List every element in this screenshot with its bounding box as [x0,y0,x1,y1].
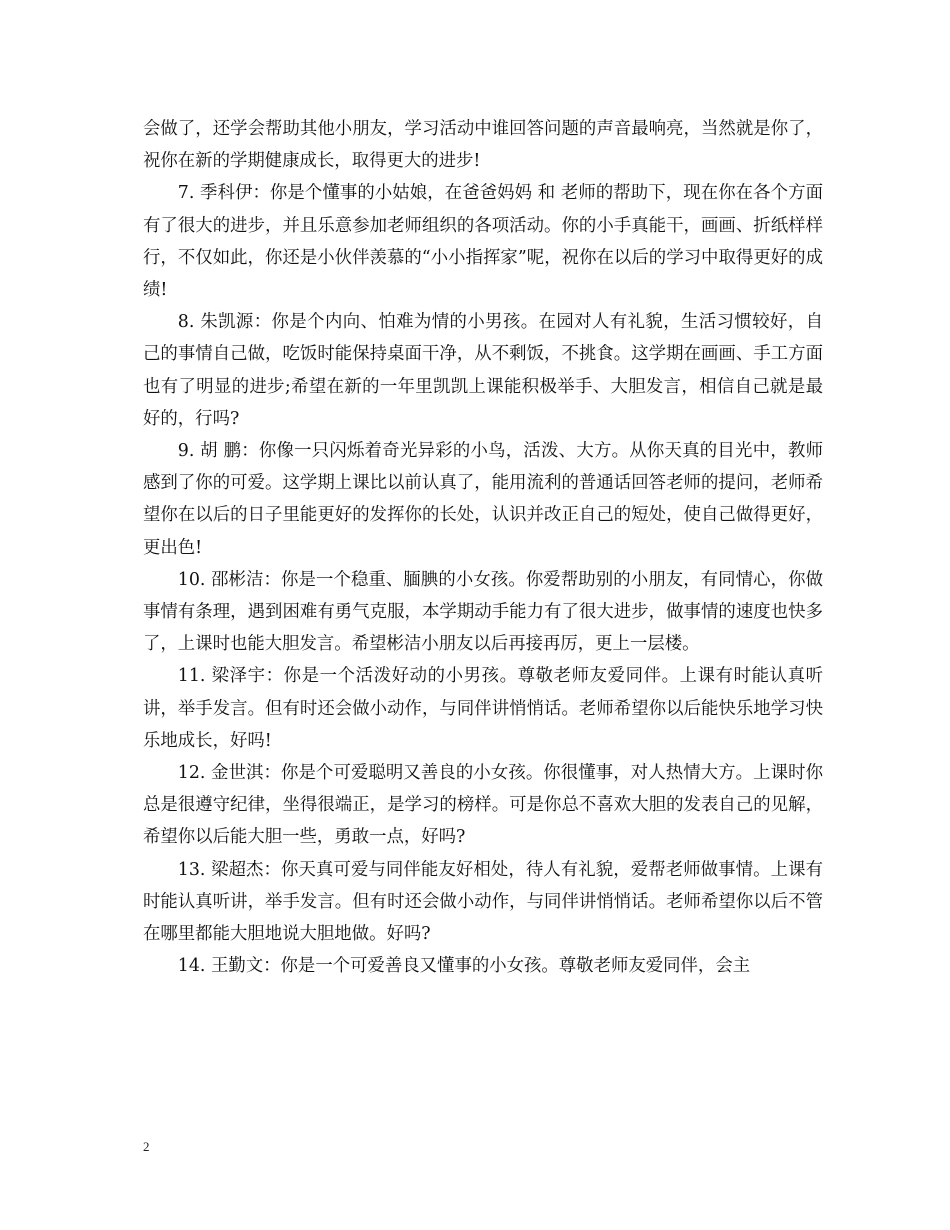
paragraph-continuation: 会做了，还学会帮助其他小朋友，学习活动中谁回答问题的声音最响亮，当然就是你了，祝你在新的学期健康成长，取得更大的进步! [143,119,823,172]
paragraph-comment-13: 13. 梁超杰：你天真可爱与同伴能友好相处，待人有礼貌，爱帮老师做事情。上课有时能认真听讲，举手发言。但有时还会做小动作，与同伴讲悄悄话。老师希望你以后不管在哪里都能大胆地说大胆地做。好吗? [143,859,823,945]
paragraph-comment-9: 9. 胡 鹏：你像一只闪烁着奇光异彩的小鸟，活泼、大方。从你天真的目光中，教师感到了你的可爱。这学期上课比以前认真了，能用流利的普通话回答老师的提问，老师希望你在以后的日子里能更好的发挥你的长处，认识并改正自己的短处，使自己做得更好，更出色! [143,441,823,558]
paragraph-comment-14: 14. 王勤文：你是一个可爱善良又懂事的小女孩。尊敬老师友爱同伴，会主 [177,956,751,977]
paragraph-comment-10: 10. 邵彬洁：你是一个稳重、腼腆的小女孩。你爱帮助别的小朋友，有同情心，你做事情有条理，遇到困难有勇气克服，本学期动手能力有了很大进步，做事情的速度也快多了，上课时也能大胆发言。希望彬洁小朋友以后再接再厉，更上一层楼。 [143,569,823,655]
paragraph-comment-11: 11. 梁泽宇：你是一个活泼好动的小男孩。尊敬老师友爱同伴。上课有时能认真听讲，举手发言。但有时还会做小动作，与同伴讲悄悄话。老师希望你以后能快乐地学习快乐地成长，好吗! [143,666,823,751]
paragraph-comment-12: 12. 金世淇：你是个可爱聪明又善良的小女孩。你很懂事，对人热情大方。上课时你总是很遵守纪律，坐得很端正，是学习的榜样。可是你总不喜欢大胆的发表自己的见解，希望你以后能大胆一些，勇敢一点，好吗? [143,763,823,848]
paragraph-comment-7: 7. 季科伊：你是个懂事的小姑娘，在爸爸妈妈 和 老师的帮助下，现在你在各个方面有了很大的进步，并且乐意参加老师组织的各项活动。你的小手真能干，画画、折纸样样行，不仅如此，你还是小伙伴羡慕的“小小指挥家”呢，祝你在以后的学习中取得更好的成绩! [143,183,823,301]
document-body [143,113,823,982]
paragraph-comment-8: 8. 朱凯源：你是个内向、怕难为情的小男孩。在园对人有礼貌，生活习惯较好，自己的事情自己做，吃饭时能保持桌面干净，从不剩饭，不挑食。这学期在画画、手工方面也有了明显的进步;希望在新的一年里凯凯上课能积极举手、大胆发言，相信自己就是最好的，行吗? [143,312,823,429]
page-number: 2 [143,1139,150,1154]
